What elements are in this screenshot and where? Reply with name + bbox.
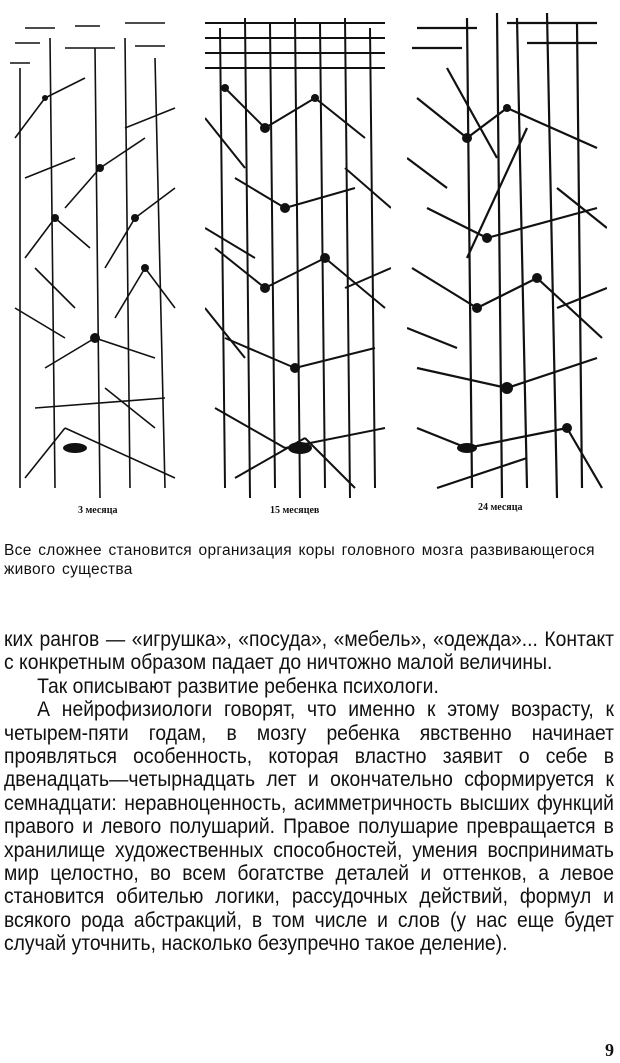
neuron-panel-3-months <box>5 8 187 498</box>
paragraph-2: Так описывают развитие ребенка психологи. <box>37 674 439 698</box>
page-number: 9 <box>605 1040 614 1060</box>
panel-label-15-months: 15 месяцев <box>270 505 320 516</box>
neuron-panel-24-months <box>407 8 607 498</box>
neuron-figure <box>0 0 620 516</box>
neuron-drawing-medium <box>205 8 391 498</box>
neuron-drawing-sparse <box>5 8 187 498</box>
neuron-panel-15-months <box>205 8 391 498</box>
body-text <box>4 628 614 956</box>
figure-caption: Все сложнее становится организация коры головного мозга развивающегося живого существа <box>4 542 595 578</box>
panel-label-3-months: 3 месяца <box>78 505 118 516</box>
paragraph-3: А нейрофизиологи говорят, что именно к этому возрасту, к четырем-пяти годам, в мозгу ребенка явственно начинает проявляться особенность, которая властно заявит о себе в двенадцать—четырнадцать лет и окончательно сформируется к семнадцати: неравноценность, асимметричность высших функций правого и левого полушарий. Правое полушарие превращается в хранилище художественных способностей, умения воспринимать мир целостно, во всем богатстве деталей и оттенков, а левое становится обителью логики, рассудочных действий, формул и всякого рода абстракций, в том числе и слов (у нас еще будет случай уточнить, насколько безупречно такое деление). <box>4 698 614 956</box>
neuron-drawing-dense <box>407 8 607 498</box>
paragraph-1: ких рангов — «игрушка», «посуда», «мебель», «одежда»... Контакт с конкретным образом падает до ничтожно малой величины. <box>4 628 614 675</box>
panel-label-24-months: 24 месяца <box>478 502 523 513</box>
